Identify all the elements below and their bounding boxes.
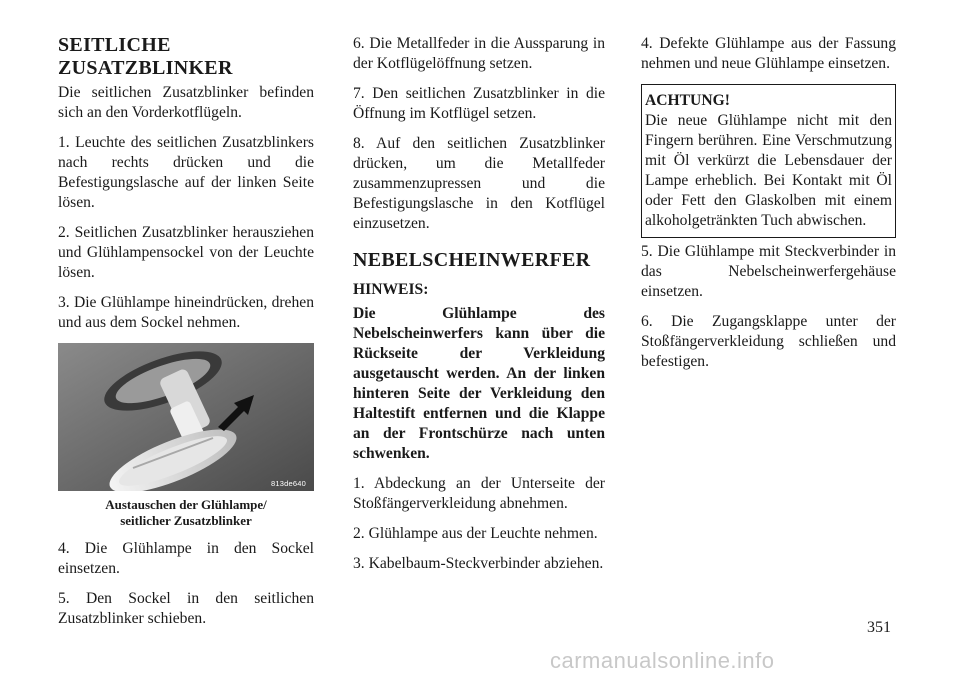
step-8: 8. Auf den seitlichen Zusatzblinker drücken, um die Metallfeder zusammenzupressen und die Befestigungslasche in den Kotflügel einzusetzen.: [353, 135, 605, 232]
fog-step-6: 6. Die Zugangsklappe unter der Stoßfängerverkleidung schließen und befestigen.: [641, 313, 896, 370]
step-4: 4. Die Glühlampe in den Sockel einsetzen.: [58, 540, 314, 577]
step-2: 2. Seitlichen Zusatzblinker herausziehen und Glühlampensockel von der Leuchte lösen.: [58, 224, 314, 281]
column-2: [353, 34, 605, 584]
figure-code: 813de640: [271, 479, 306, 488]
note-text: Die Glühlampe des Nebelscheinwerfers kann über die Rückseite der Verkleidung ausgetauscht werden. An der linken hinteren Seite der Verkleidung den Haltestift entfernen und die Klappe an der Frontschürze nach unten schwenken.: [353, 305, 605, 462]
step-5: 5. Den Sockel in den seitlichen Zusatzblinker schieben.: [58, 590, 314, 627]
fog-step-3: 3. Kabelbaum-Steckverbinder abziehen.: [353, 555, 604, 572]
column-1: [58, 34, 314, 639]
fog-step-5: 5. Die Glühlampe mit Steckverbinder in das Nebelscheinwerfergehäuse einsetzen.: [641, 243, 896, 300]
watermark: carmanualsonline.info: [550, 648, 775, 673]
warning-box: [641, 84, 896, 238]
section-heading-seitliche-zusatzblinker: SEITLICHE ZUSATZBLINKER: [58, 34, 233, 79]
section-heading-nebelscheinwerfer: NEBELSCHEINWERFER: [353, 249, 591, 271]
fog-step-2: 2. Glühlampe aus der Leuchte nehmen.: [353, 525, 598, 542]
warning-text: Die neue Glühlampe nicht mit den Fingern berühren. Eine Verschmutzung mit Öl verkürzt die Lebensdauer der Lampe erheblich. Bei Kontakt mit Öl oder Fett den Glaskolben mit einem alkoholgetränkten Tuch abwischen.: [645, 112, 892, 229]
side-marker-bulb-figure: [58, 343, 314, 491]
caption-line-2: seitlicher Zusatzblinker: [120, 513, 252, 528]
column-3: [641, 34, 896, 382]
step-7: 7. Den seitlichen Zusatzblinker in die Öffnung im Kotflügel setzen.: [353, 85, 605, 122]
caption-line-1: Austauschen der Glühlampe/: [105, 497, 267, 512]
step-1: 1. Leuchte des seitlichen Zusatzblinkers nach rechts drücken und die Befestigungslasche auf der linken Seite lösen.: [58, 134, 314, 211]
warning-title: ACHTUNG!: [645, 92, 730, 109]
step-3: 3. Die Glühlampe hineindrücken, drehen und aus dem Sockel nehmen.: [58, 294, 314, 331]
step-6: 6. Die Metallfeder in die Aussparung in der Kotflügelöffnung setzen.: [353, 35, 605, 72]
fog-step-1: 1. Abdeckung an der Unterseite der Stoßfängerverkleidung abnehmen.: [353, 475, 605, 512]
page-number: 351: [867, 619, 891, 636]
note-label: HINWEIS:: [353, 281, 429, 298]
side-marker-illustration: [58, 343, 314, 491]
fog-step-4: 4. Defekte Glühlampe aus der Fassung nehmen und neue Glühlampe einsetzen.: [641, 35, 896, 72]
intro-paragraph: Die seitlichen Zusatzblinker befinden sich an den Vorderkotflügeln.: [58, 84, 314, 121]
figure-caption: [58, 497, 314, 529]
